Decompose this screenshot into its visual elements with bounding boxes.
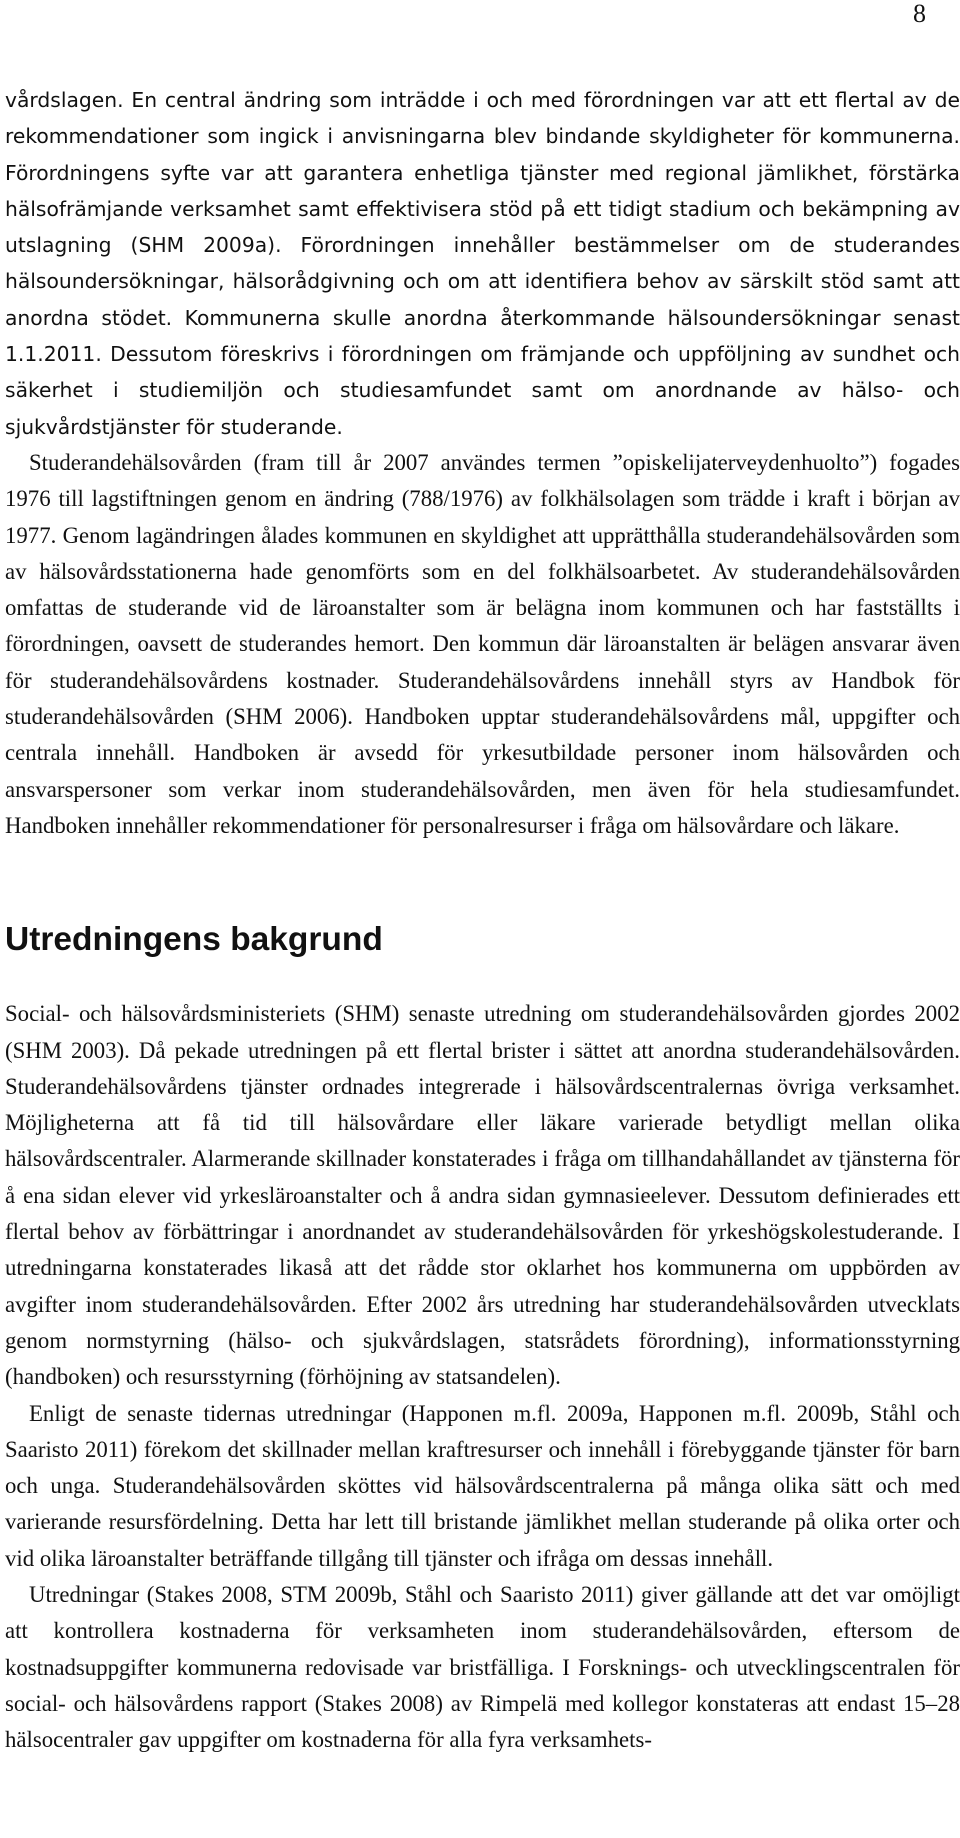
paragraph-student-health-care: Studerandehälsovården (fram till år 2007 användes termen ”opiskelijaterveydenhuolto”) fogades 1976 till lagstiftningen genom en ändring (788/1976) av folkhälsolagen som trädde i kraft i början av 1977. Genom lagändringen ålades kommunen en skyldighet att upprätthålla studerandehälsovården som av hälsovårdsstationerna hade genomförts som en del folkhälsoarbetet. Av studerandehälsovården omfattas de studerande vid de läroanstalter som är belägna inom kommunen och har fastställts i förordningen, oavsett de studerandes hemort. Den kommun där läroanstalten är belägen ansvarar även för studerandehälsovårdens kostnader. Studerandehälsovårdens innehåll styrs av Handbok för studerandehälsovården (SHM 2006). Handboken upptar studerandehälsovårdens mål, uppgifter och centrala innehåll. Handboken är avsedd för yrkesutbildade personer inom hälsovården och ansvarspersoner som verkar inom studerandehälsovården, men även för hela studiesamfundet. Handboken innehåller rekommendationer för personalresurser i fråga om hälsovårdare och läkare. xyxy=(5,449,960,838)
page-body xyxy=(0,82,960,1758)
page-number: 8 xyxy=(913,0,926,28)
paragraph-survey-2002: Social- och hälsovårdsministeriets (SHM) senaste utredning om studerandehälsovården gjordes 2002 (SHM 2003). Då pekade utredningen på ett flertal brister i sättet att anordna studerandehälsovården. Studerandehälsovårdens tjänster ordnades integrerade i hälsovårdscentralernas övriga verksamhet. Möjligheterna att få tid till hälsovårdare eller läkare varierade betydligt mellan olika hälsovårdscentraler. Alarmerande skillnader konstaterades i fråga om tillhandahållandet av tjänsterna för å ena sidan elever vid yrkesläroanstalter och å andra sidan gymnasieelever. Dessutom definierades ett flertal behov av förbättringar i anordnandet av studerandehälsovården för yrkeshögskolestuderande. I utredningarna konstaterades likaså att det rådde stor oklarhet hos kommunerna om uppbörden av avgifter inom studerandehälsovården. Efter 2002 års utredning har studerandehälsovården utvecklats genom normstyrning (hälso- och sjukvårdslagen, statsrådets förordning), informationsstyrning (handboken) och resursstyrning (förhöjning av statsandelen). xyxy=(5,1001,960,1390)
paragraph-regulation: vårdslagen. En central ändring som inträdde i och med förordningen var att ett flertal av de rekommendationer som ingick i anvisningarna blev bindande skyldigheter för kommunerna. Förordningens syfte var att garantera enhetliga tjänster med regional jämlikhet, förstärka hälsofrämjande verksamhet samt effektivisera stöd på ett tidigt stadium och bekämpning av utslagning (SHM 2009a). Förordningen innehåller bestämmelser om de studerandes hälsoundersökningar, hälsorådgivning och om att identifiera behov av särskilt stöd samt att anordna stödet. Kommunerna skulle anordna återkommande hälsoundersökningar senast 1.1.2011. Dessutom föreskrivs i förordningen om främjande och uppföljning av sundhet och säkerhet i studiemiljön och studiesamfundet samt om anordnande av hälso- och sjukvårdstjänster för studerande. xyxy=(5,88,960,439)
section-heading: Utredningens bakgrund xyxy=(5,921,383,959)
paragraph-recent-surveys: Enligt de senaste tidernas utredningar (Happonen m.fl. 2009a, Happonen m.fl. 2009b, Ståhl och Saaristo 2011) förekom det skillnader mellan kraftresurser och innehåll i förebyggande tjänster för barn och unga. Studerandehälsovården sköttes vid hälsovårdscentralerna på många olika sätt och med varierande resursfördelning. Detta har lett till bristande jämlikhet mellan studerande på olika orter och vid olika läroanstalter beträffande tillgång till tjänster och ifråga om dessas innehåll. xyxy=(5,1400,960,1571)
paragraph-costs: Utredningar (Stakes 2008, STM 2009b, Ståhl och Saaristo 2011) giver gällande att det var omöjligt att kontrollera kostnaderna för verksamheten inom studerandehälsovården, eftersom de kostnadsuppgifter kommunerna redovisade var bristfälliga. I Forsknings- och utvecklingscentralen för social- och hälsovårdens rapport (Stakes 2008) av Rimpelä med kollegor konstateras att endast 15–28 hälsocentraler gav uppgifter om kostnaderna för alla fyra verksamhets- xyxy=(5,1581,960,1753)
